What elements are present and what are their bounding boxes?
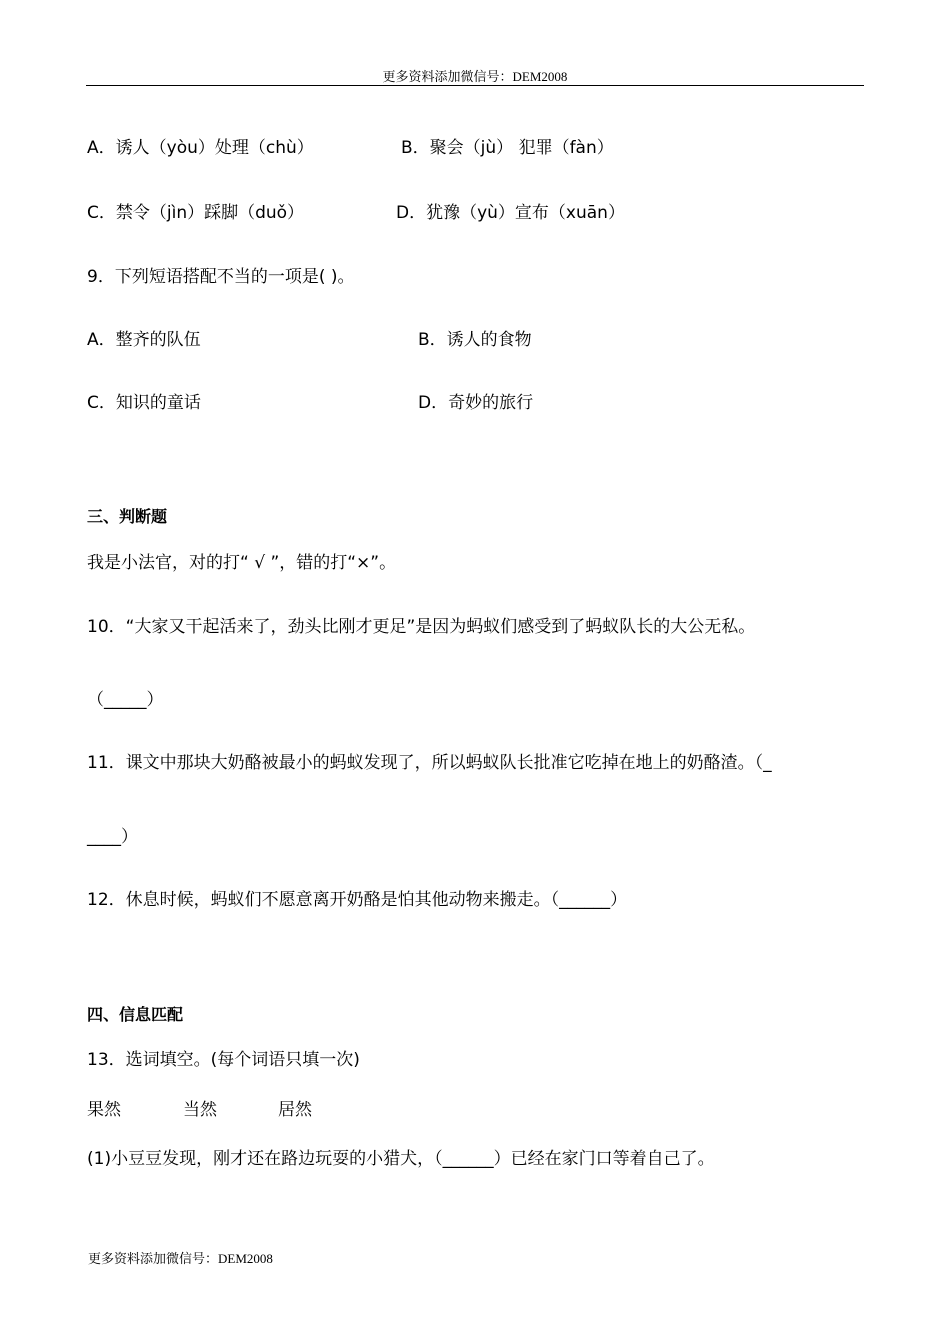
q9-option-a: A．整齐的队伍	[87, 330, 201, 350]
q13-stem: 13．选词填空。(每个词语只填一次)	[87, 1050, 360, 1070]
page-footer: 更多资料添加微信号：DEM2008	[88, 1251, 273, 1266]
section-3-instruction: 我是小法官，对的打“ √ ”，错的打“×”。	[87, 553, 397, 573]
page-header: 更多资料添加微信号：DEM2008	[382, 69, 568, 84]
q8-option-b: B．聚会（jù） 犯罪（fàn）	[401, 138, 614, 158]
q9-stem: 9．下列短语搭配不当的一项是( )。	[87, 267, 355, 287]
q11-answer-blank[interactable]: ____）	[87, 827, 138, 847]
section-4-title: 四、信息匹配	[87, 1005, 184, 1024]
word-option: 果然	[87, 1100, 121, 1120]
q11-text: 11．课文中那块大奶酪被最小的蚂蚁发现了，所以蚂蚁队长批准它吃掉在地上的奶酪渣。（_	[87, 753, 772, 773]
q8-option-a: A．诱人（yòu）处理（chù）	[87, 138, 314, 158]
q8-option-c: C．禁令（jìn）踩脚（duǒ）	[87, 203, 305, 223]
word-option: 居然	[278, 1100, 312, 1120]
q10-text: 10．“大家又干起活来了，劲头比刚才更足”是因为蚂蚁们感受到了蚂蚁队长的大公无私。	[87, 617, 756, 637]
section-3-title: 三、判断题	[87, 507, 168, 526]
q9-option-d: D．奇妙的旅行	[418, 393, 534, 413]
word-option: 当然	[183, 1100, 217, 1120]
q8-option-d: D．犹豫（yù）宣布（xuān）	[396, 203, 625, 223]
header-rule	[86, 85, 864, 86]
q9-option-c: C．知识的童话	[87, 393, 201, 413]
q12-text: 12．休息时候，蚂蚁们不愿意离开奶酪是怕其他动物来搬走。（______）	[87, 890, 628, 910]
q13-sub1: (1)小豆豆发现，刚才还在路边玩耍的小猎犬，（______）已经在家门口等着自己了。	[87, 1149, 715, 1169]
q10-answer-blank[interactable]: （_____）	[87, 690, 164, 710]
q9-option-b: B．诱人的食物	[418, 330, 532, 350]
